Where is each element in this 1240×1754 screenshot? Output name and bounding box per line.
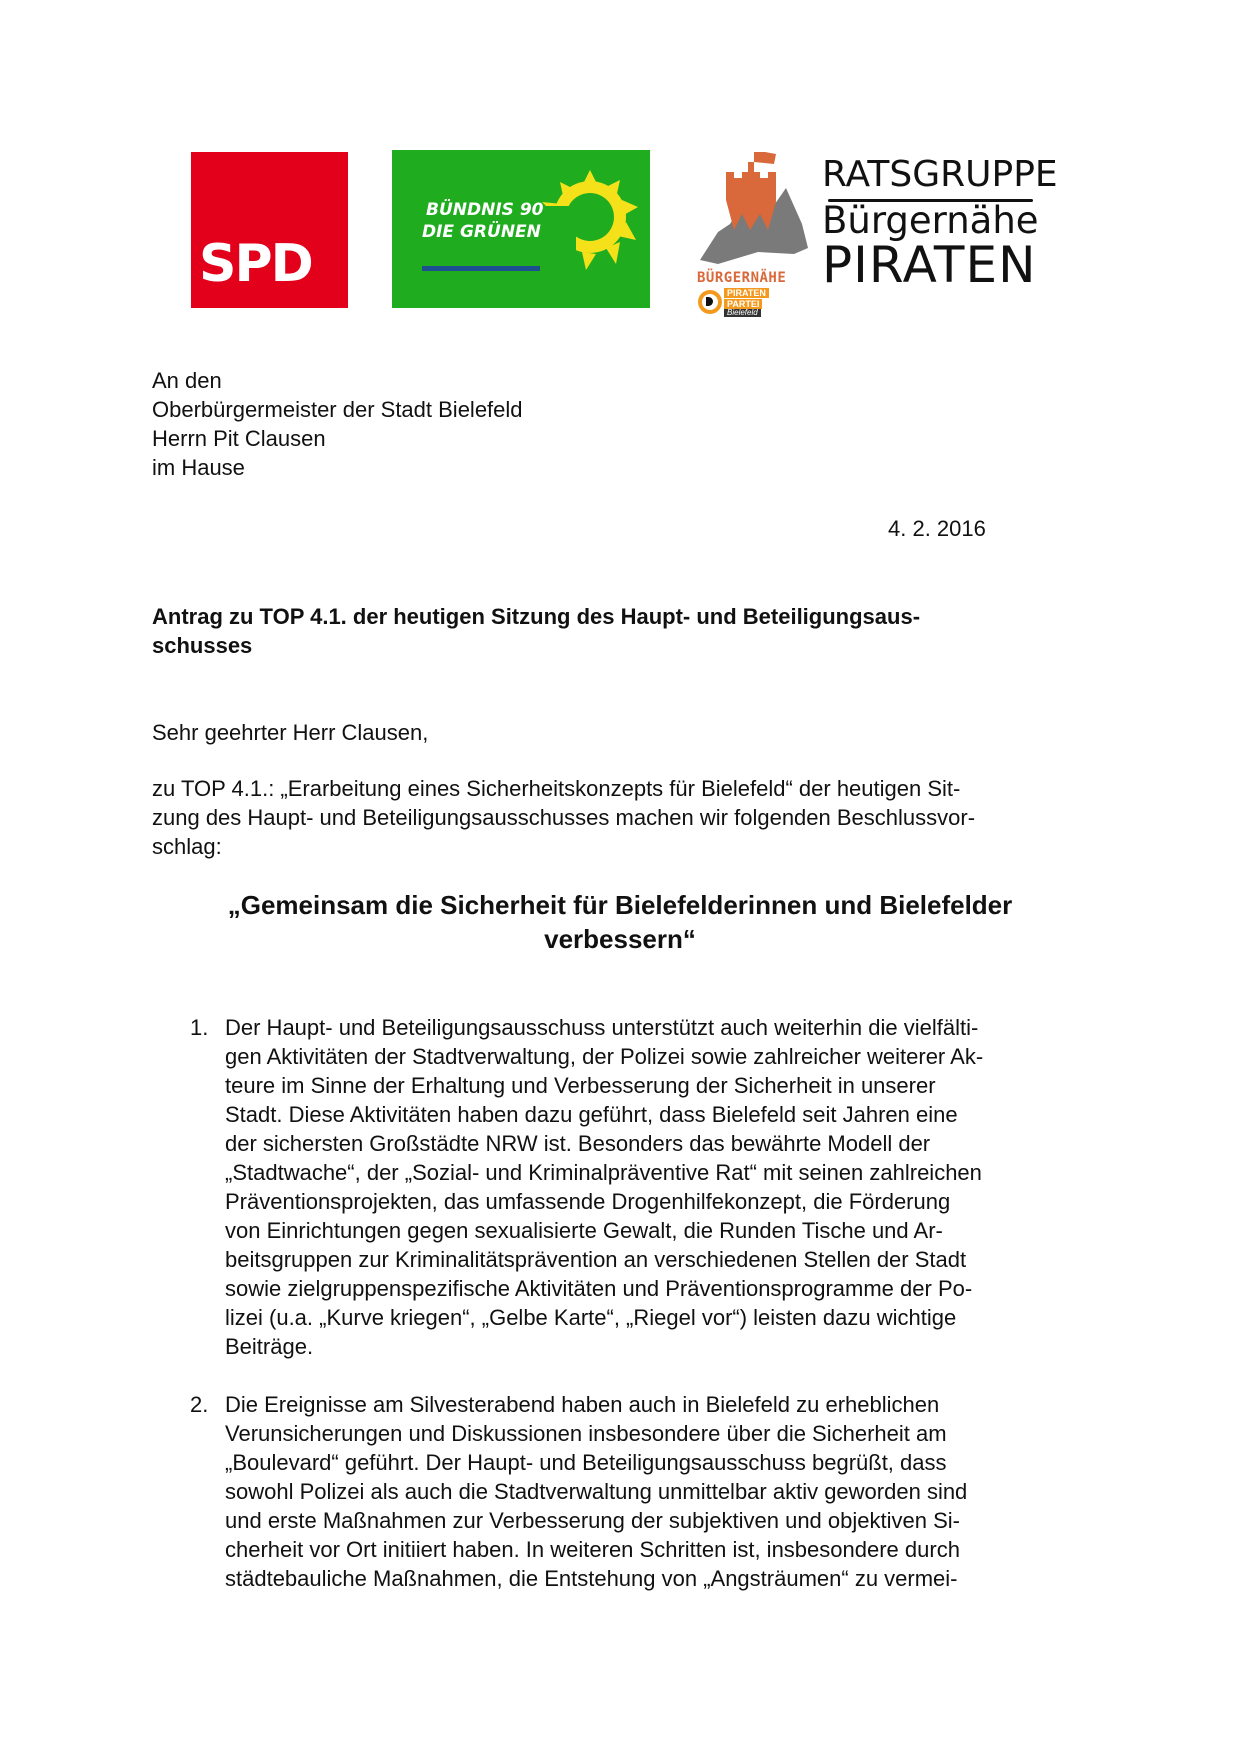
pirate-flag-icon [698,290,722,314]
list-item-line: Verunsicherungen und Diskussionen insbesondere über die Sicherheit am [225,1421,947,1446]
spd-logo-text: SPD [199,234,312,294]
motion-title [140,888,1100,956]
gruene-logo-underline [422,266,540,271]
salutation: Sehr geehrter Herr Clausen, [152,720,429,745]
list-item-line: sowohl Polizei als auch die Stadtverwaltung unmittelbar aktiv geworden sind [225,1479,968,1504]
title-line: „Gemeinsam die Sicherheit für Bielefelderinnen und Bielefelder [227,890,1013,920]
letter-date: 4. 2. 2016 [888,516,986,541]
piraten-badge-line3: Bielefeld [724,309,761,317]
list-item-number: 2. [190,1392,209,1417]
subject-heading [152,602,920,660]
ratsgruppe-line3: PIRATEN [822,236,1037,294]
address-line: An den [152,368,222,393]
list-item-body [225,1390,1090,1593]
piraten-badge-line1: PIRATEN [724,288,769,298]
list-item-line: cherheit vor Ort initiiert haben. In weiteren Schritten ist, insbesondere durch [225,1537,960,1562]
subject-line: schusses [152,633,253,658]
list-item-line: gen Aktivitäten der Stadtverwaltung, der Polizei sowie zahlreicher weiterer Ak- [225,1044,984,1069]
ratsgruppe-line2: Bürgernähe [822,199,1039,242]
list-item-line: lizei (u.a. „Kurve kriegen“, „Gelbe Karte“, „Riegel vor“) leisten dazu wichtige [225,1305,957,1330]
buergernaehe-logo [697,152,808,317]
list-item-line: Die Ereignisse am Silvesterabend haben auch in Bielefeld zu erheblichen [225,1392,940,1417]
address-line: Oberbürgermeister der Stadt Bielefeld [152,397,523,422]
list-item-line: Stadt. Diese Aktivitäten haben dazu geführt, dass Bielefeld seit Jahren eine [225,1102,958,1127]
list-item-line: Der Haupt- und Beteiligungsausschuss unterstützt auch weiterhin die vielfälti- [225,1015,979,1040]
list-item-line: Beiträge. [225,1334,314,1359]
list-item-body [225,1013,1090,1361]
intro-line: zu TOP 4.1.: „Erarbeitung eines Sicherheitskonzepts für Bielefeld“ der heutigen Sit- [152,776,961,801]
list-item-line: und erste Maßnahmen zur Verbesserung der subjektiven und objektiven Si- [225,1508,960,1533]
title-line: verbessern“ [544,924,696,954]
gruene-logo [392,150,650,308]
gruene-logo-line1: BÜNDNIS 90 [426,200,544,220]
list-item-line: „Stadtwache“, der „Sozial- und Kriminalpräventive Rat“ mit seinen zahlreichen [225,1160,982,1185]
intro-paragraph [152,774,975,861]
list-item-line: Präventionsprojekten, das umfassende Drogenhilfekonzept, die Förderung [225,1189,951,1214]
address-line: im Hause [152,455,245,480]
address-line: Herrn Pit Clausen [152,426,326,451]
subject-line: Antrag zu TOP 4.1. der heutigen Sitzung des Haupt- und Beteiligungsaus- [152,604,921,629]
recipient-address [152,366,523,482]
list-item-line: der sichersten Großstädte NRW ist. Besonders das bewährte Modell der [225,1131,931,1156]
intro-line: schlag: [152,834,222,859]
list-item [190,1013,1090,1361]
numbered-list [190,1013,1090,1622]
list-item-line: beitsgruppen zur Kriminalitätsprävention an verschiedenen Stellen der Stadt [225,1247,967,1272]
list-item-line: teure im Sinne der Erhaltung und Verbesserung der Sicherheit in unserer [225,1073,936,1098]
list-item-line: sowie zielgruppenspezifische Aktivitäten und Präventionsprogramme der Po- [225,1276,973,1301]
list-item-line: von Einrichtungen gegen sexualisierte Gewalt, die Runden Tische und Ar- [225,1218,943,1243]
ratsgruppe-line1: RATSGRUPPE [822,154,1058,195]
intro-line: zung des Haupt- und Beteiligungsausschusses machen wir folgenden Beschlussvor- [152,805,976,830]
spd-logo [191,152,348,308]
list-item [190,1390,1090,1593]
piraten-badge-line2: PARTEI [724,299,762,309]
ratsgruppe-logo [822,154,1058,305]
list-item-number: 1. [190,1015,209,1040]
list-item-line: „Boulevard“ geführt. Der Haupt- und Beteiligungsausschuss begrüßt, dass [225,1450,947,1475]
gruene-logo-line2: DIE GRÜNEN [422,222,541,242]
buergernaehe-logo-text: BÜRGERNÄHE [697,270,787,286]
list-item-line: städtebauliche Maßnahmen, die Entstehung von „Angsträumen“ zu vermei- [225,1566,958,1591]
